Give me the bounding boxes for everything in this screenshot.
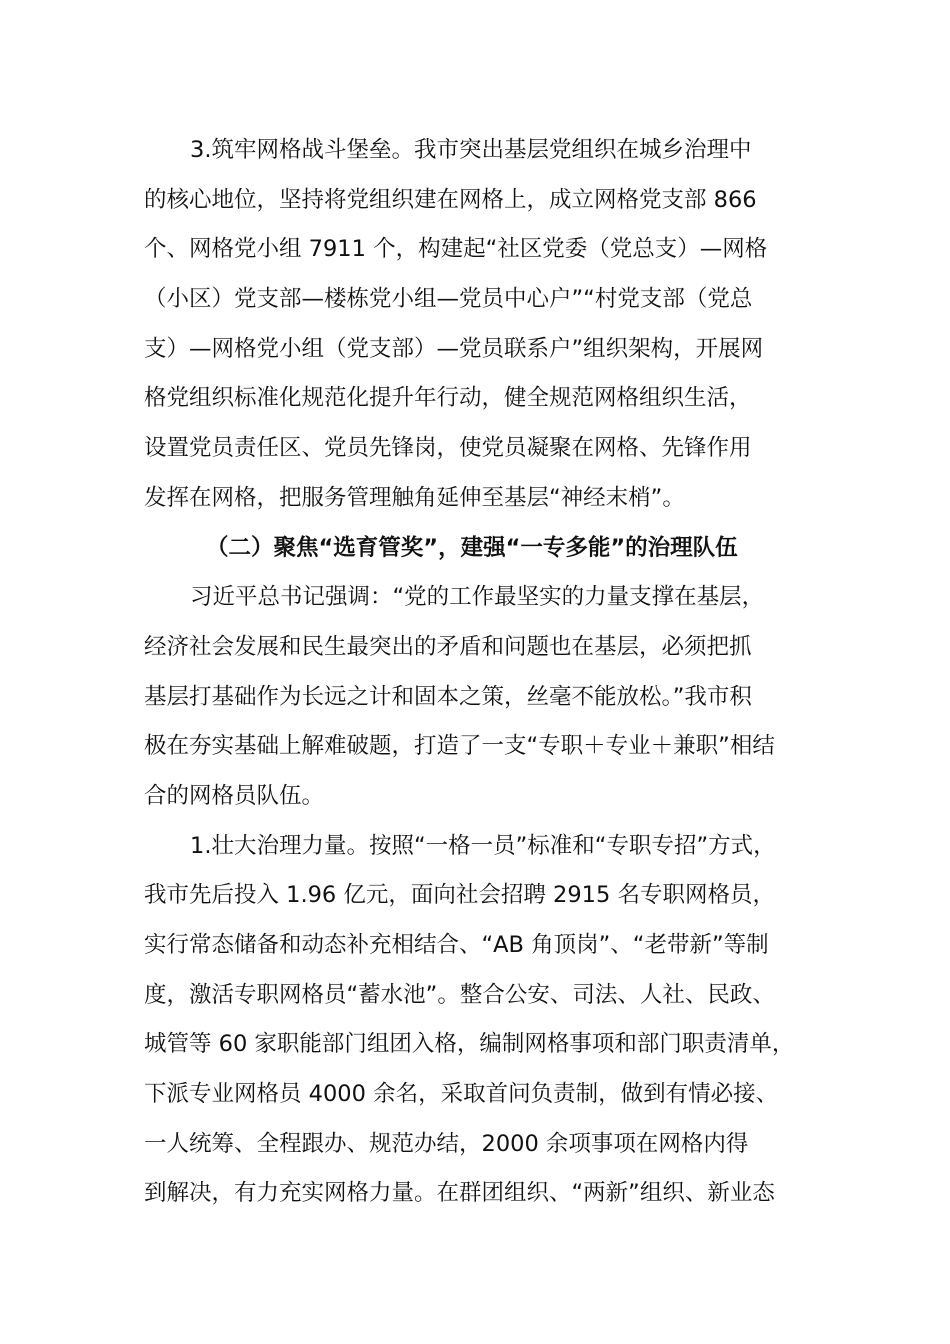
paragraph-line: 1.壮大治理力量。按照“一格一员”标准和“专职专招”方式， bbox=[190, 832, 776, 859]
paragraph-line: 下派专业网格员 4000 余名，采取首问负责制，做到有情必接、 bbox=[144, 1081, 779, 1108]
paragraph-line: 度，激活专职网格员“蓄水池”。整合公安、司法、人社、民政、 bbox=[144, 981, 775, 1008]
paragraph-line: 支）—网格党小组（党支部）—党员联系户”组织架构，开展网 bbox=[144, 335, 764, 362]
paragraph-line: 一人统筹、全程跟办、规范办结，2000 余项事项在网格内得 bbox=[144, 1130, 749, 1157]
paragraph-line: 实行常态储备和动态补充相结合、“AB 角顶岗”、“老带新”等制 bbox=[144, 932, 769, 958]
paragraph-line: 我市先后投入 1.96 亿元，面向社会招聘 2915 名专职网格员， bbox=[144, 882, 775, 909]
paragraph-line: 合的网格员队伍。 bbox=[144, 782, 325, 809]
paragraph-line: 3.筑牢网格战斗堡垒。我市突出基层党组织在城乡治理中 bbox=[190, 137, 752, 163]
paragraph-line: 习近平总书记强调：“党的工作最坚实的力量支撑在基层， bbox=[190, 584, 765, 611]
paragraph-line: 经济社会发展和民生最突出的矛盾和问题也在基层，必须把抓 bbox=[144, 633, 752, 660]
paragraph-line: 的核心地位，坚持将党组织建在网格上，成立网格党支部 866 bbox=[144, 186, 757, 213]
document-body bbox=[144, 126, 844, 1219]
paragraph-line: （小区）党支部—楼栋党小组—党员中心户”“村党支部（党总 bbox=[144, 286, 753, 313]
section-heading: （二）聚焦“选育管奖”，建强“一专多能”的治理队伍 bbox=[206, 534, 738, 561]
paragraph-line: 个、网格党小组 7911 个，构建起“社区党委（党总支）—网格 bbox=[144, 236, 768, 263]
paragraph-line: 到解决，有力充实网格力量。在群团组织、“两新”组织、新业态 bbox=[144, 1180, 775, 1207]
paragraph-line: 城管等 60 家职能部门组团入格，编制网格事项和部门职责清单， bbox=[144, 1031, 795, 1058]
paragraph-line: 基层打基础作为长远之计和固本之策，丝毫不能放松。”我市积 bbox=[144, 683, 752, 710]
paragraph-line: 发挥在网格，把服务管理触角延伸至基层“神经末梢”。 bbox=[144, 484, 685, 511]
paragraph-line: 格党组织标准化规范化提升年行动，健全规范网格组织生活， bbox=[144, 385, 752, 412]
paragraph-line: 设置党员责任区、党员先锋岗，使党员凝聚在网格、先锋作用 bbox=[144, 435, 752, 462]
paragraph-line: 极在夯实基础上解难破题，打造了一支“专职＋专业＋兼职”相结 bbox=[144, 733, 775, 760]
